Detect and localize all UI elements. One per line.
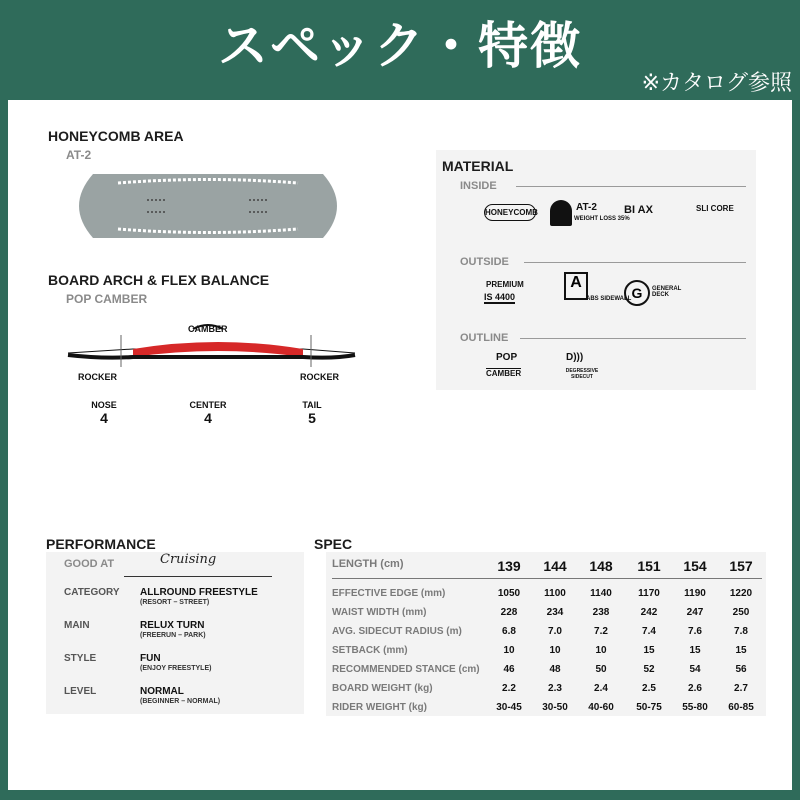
perf-row-category: CATEGORY ALLROUND FREESTYLE (RESORT – STREET) [64,587,258,606]
spec-cell: 56 [735,664,747,675]
general-deck-icon: GENERAL DECK [652,286,682,298]
at2-shape-icon [550,200,572,226]
spec-cell: 10 [503,645,515,656]
spec-cell: 242 [640,607,658,618]
perf-row-level: LEVEL NORMAL (BEGINNER – NORMAL) [64,686,221,705]
material-outline-label: OUTLINE [460,332,509,344]
spec-row [332,605,772,624]
perf-row-style: STYLE FUN (ENJOY FREESTYLE) [64,653,212,672]
at2-icon: AT-2 [576,202,597,213]
arch-sub: POP CAMBER [66,292,148,306]
spec-cell: 7.8 [734,626,748,637]
spec-cell: 15 [735,645,747,656]
spec-cell: 7.4 [642,626,656,637]
spec-cell: 1140 [590,588,612,599]
divider [524,262,746,263]
spec-cell: 40-60 [588,702,614,713]
rocker-left-label: ROCKER [78,372,118,382]
sli-core-icon: SLI CORE [696,204,734,213]
spec-cell: 247 [686,607,704,618]
good-at-value: Cruising [160,552,217,567]
degressive-d-icon: D))) [566,352,584,363]
rocker-right-label: ROCKER [300,372,340,382]
spec-cell: 54 [689,664,701,675]
spec-cell: 15 [689,645,701,656]
spec-cell: 55-80 [682,702,708,713]
divider [516,186,746,187]
spec-cell: 2.4 [594,683,608,694]
spec-cell: 234 [546,607,564,618]
spec-cell: 2.5 [642,683,656,694]
catalog-note: ※カタログ参照 [641,71,792,96]
spec-row-label: RECOMMENDED STANCE (cm) [332,664,480,675]
honeycomb-sub: AT-2 [66,148,92,162]
spec-cell: 2.7 [734,683,748,694]
flex-tail: TAIL 5 [302,400,322,426]
spec-cell: 7.0 [548,626,562,637]
spec-row-label: RIDER WEIGHT (kg) [332,702,427,713]
spec-cell: 228 [500,607,518,618]
spec-cell: 6.8 [502,626,516,637]
spec-cell: 250 [732,607,750,618]
board-top-illustration [63,170,353,242]
camber-label: CAMBER [188,324,228,334]
page-title: スペック・特徴 [218,17,582,75]
pop-icon: POP [496,352,518,363]
spec-row-label: SETBACK (mm) [332,645,408,656]
spec-cell: 15 [643,645,655,656]
flex-center: CENTER 4 [189,400,227,426]
spec-row [332,643,772,662]
spec-row [332,586,772,605]
spec-cell: 1170 [638,588,660,599]
spec-cell: 60-85 [728,702,754,713]
spec-row-label: BOARD WEIGHT (kg) [332,683,433,694]
weight-loss-icon: WEIGHT LOSS 35% [574,216,630,222]
honeycomb-icon: HONEYCOMB [484,204,536,221]
spec-row [332,624,772,643]
spec-row [332,662,772,681]
honeycomb-title: HONEYCOMB AREA [48,128,184,144]
divider [124,576,272,577]
premium-icon: PREMIUM [486,280,524,289]
spec-title: SPEC [314,536,353,552]
header-banner [0,0,800,100]
is4400-icon: IS 4400 [484,292,516,302]
spec-cell: 2.2 [502,683,516,694]
spec-row-label: WAIST WIDTH (mm) [332,607,427,618]
divider [520,338,746,339]
spec-cell: 50-75 [636,702,662,713]
spec-cell: 1050 [497,588,521,599]
spec-header-row: LENGTH (cm) 139 144 148 151 154 157 [332,558,753,574]
spec-row-label: AVG. SIDECUT RADIUS (m) [332,626,462,637]
divider [332,578,762,579]
spec-cell: 30-45 [496,702,522,713]
spec-cell: 2.3 [548,683,562,694]
spec-row-label: EFFECTIVE EDGE (mm) [332,588,446,599]
spec-cell: 7.6 [688,626,702,637]
material-title: MATERIAL [442,158,514,174]
spec-cell: 238 [592,607,610,618]
spec-cell: 7.2 [594,626,608,637]
good-at-label: GOOD AT [64,558,115,570]
arch-title: BOARD ARCH & FLEX BALANCE [48,272,270,288]
performance-title: PERFORMANCE [46,536,156,552]
spec-cell: 10 [549,645,561,656]
spec-cell: 52 [643,664,655,675]
spec-cell: 10 [595,645,607,656]
spec-cell: 1100 [544,588,566,599]
flex-nose: NOSE 4 [91,400,117,426]
abs-a-icon: A [564,272,588,300]
perf-row-main: MAIN RELUX TURN (FREERUN – PARK) [64,620,206,639]
spec-cell: 1220 [729,588,753,599]
spec-cell: 48 [549,664,561,675]
general-g-icon: G [624,280,650,306]
camber-icon: CAMBER [486,369,522,378]
spec-table [332,556,762,713]
spec-cell: 2.6 [688,683,702,694]
spec-cell: 50 [595,664,607,675]
content-panel [8,100,792,790]
degressive-sidecut-icon: DEGRESSIVE SIDECUT [565,368,599,380]
abs-sidewall-icon: ABS SIDEWALL [586,296,632,302]
spec-row [332,700,772,719]
spec-cell: 46 [503,664,515,675]
material-inside-label: INSIDE [460,180,497,192]
spec-cell: 1190 [684,588,706,599]
spec-row [332,681,772,700]
spec-cell: 30-50 [542,702,568,713]
biax-icon: BI AX [624,204,653,216]
material-outside-label: OUTSIDE [460,256,509,268]
